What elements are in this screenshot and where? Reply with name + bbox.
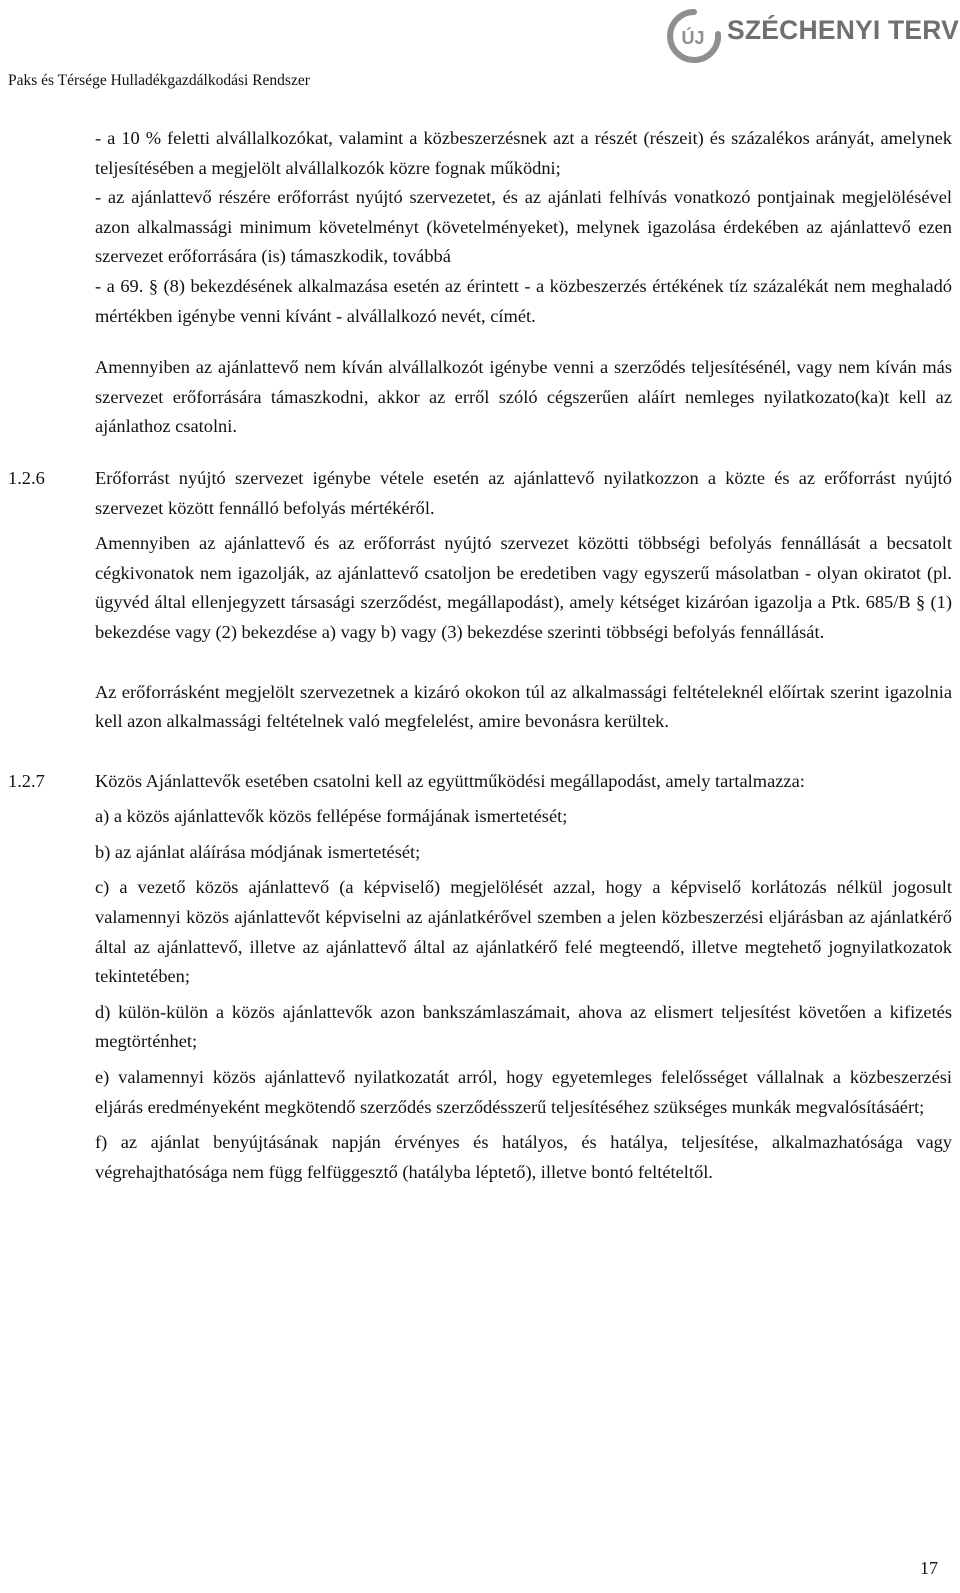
list-item: b) az ajánlat aláírása módjának ismertetését; — [95, 841, 421, 862]
logo-mark-text: ÚJ — [681, 28, 705, 48]
page-number: 17 — [920, 1558, 938, 1578]
negative-declaration-paragraph: Amennyiben az ajánlattevő nem kíván alvállalkozót igénybe venni a szerződés teljesítésénél, vagy nem kíván más szervezet erőforrására támaszkodni, akkor az erről szóló cégszerűen aláírt nemleges nyilatkozato(ka)t kell az ajánlathoz csatolni. — [95, 357, 952, 437]
szechenyi-terv-logo — [664, 6, 960, 66]
section-number: 1.2.7 — [8, 770, 45, 791]
section-1-2-6 — [8, 464, 952, 737]
uj-szechenyi-terv-logo-icon — [664, 6, 724, 66]
section-1-2-7 — [8, 767, 952, 1188]
document-body — [0, 124, 960, 1187]
document-title: Paks és Térsége Hulladékgazdálkodási Rendszer — [8, 72, 310, 89]
subcontractor-paragraph: - a 10 % feletti alvállalkozókat, valamint a közbeszerzésnek azt a részét (részeit) és százalékos arányát, amelynek teljesítésében a megjelölt alvállalkozók közre fognak működni; — [95, 128, 952, 178]
resource-provider-paragraph: - az ajánlattevő részére erőforrást nyújtó szervezetet, és az ajánlati felhívás vonatkozó pontjainak megjelölésével azon alkalmassági minimum követelményt (követelményeket), melynek igazolása érdekében az ajánlattevő ezen szervezet erőforrására (is) támaszkodik, továbbá — [95, 187, 952, 267]
list-item: f) az ajánlat benyújtásának napján érvényes és hatályos, és hatálya, teljesítése, alkalmazhatósága vagy végrehajthatósága nem függ felfüggesztő (hatályba léptető), illetve bontó feltételtől. — [95, 1132, 952, 1182]
section-69-paragraph: - a 69. § (8) bekezdésének alkalmazása esetén az érintett - a közbeszerzés értékének tíz százalékát nem meghaladó mértékben igénybe venni kívánt - alvállalkozó nevét, címét. — [95, 275, 952, 326]
resource-suitability-paragraph: Az erőforrásként megjelölt szervezetnek a kizáró okokon túl az alkalmassági feltételeknél előírtak szerint igazolnia kell azon alkalmassági feltételnek való megfelelést, amire bevonásra kerültek. — [95, 681, 952, 732]
section-heading-text: Erőforrást nyújtó szervezet igénybe vétele esetén az ajánlattevő nyilatkozzon a közte és az erőforrást nyújtó szervezet között fennálló befolyás mértékéről. — [95, 467, 952, 518]
list-item: e) valamennyi közös ajánlattevő nyilatkozatát arról, hogy egyetemleges felelősséget vállalnak a közbeszerzési eljárás eredményeként megkötendő szerződés szerződésszerű teljesítéséhez szükséges munkák megvalósításáért; — [95, 1067, 952, 1117]
section-number: 1.2.6 — [8, 467, 45, 488]
logo-text: SZÉCHENYI TERV — [727, 15, 960, 45]
list-item: c) a vezető közös ajánlattevő (a képviselő) megjelölését azzal, hogy a képviselő korlátozás nélkül jogosult valamennyi közös ajánlattevőt képviselni az ajánlatkérővel szemben a jelen közbeszerzési eljárásban az ajánlatkérő által az ajánlattevő, illetve az ajánlattevő által az ajánlatkérő felé megteendő, illetve megtehető jognyilatkozatok tekintetében; — [95, 877, 952, 987]
section-heading-text: Közös Ajánlattevők esetében csatolni kell az együttműködési megállapodást, amely tartalmazza: — [95, 770, 805, 791]
list-item: d) külön-külön a közös ajánlattevők azon bankszámlaszámait, ahova az elismert teljesítést követően a kifizetés megtörténhet; — [95, 1001, 952, 1052]
list-item: a) a közös ajánlattevők közös fellépése formájának ismertetését; — [95, 806, 568, 827]
majority-influence-paragraph: Amennyiben az ajánlattevő és az erőforrást nyújtó szervezet közötti többségi befolyás fennállását a becsatolt cégkivonatok nem igazolják, az ajánlattevő csatoljon be eredetiben vagy egyszerű másolatban - olyan okiratot (pl. ügyvéd által ellenjegyzett társasági szerződést, megállapodást), amely kétséget kizáróan igazolja a Ptk. 685/B § (1) bekezdése vagy (2) bekezdése a) vagy b) vagy (3) bekezdése szerinti többségi befolyás fennállását. — [95, 533, 952, 642]
